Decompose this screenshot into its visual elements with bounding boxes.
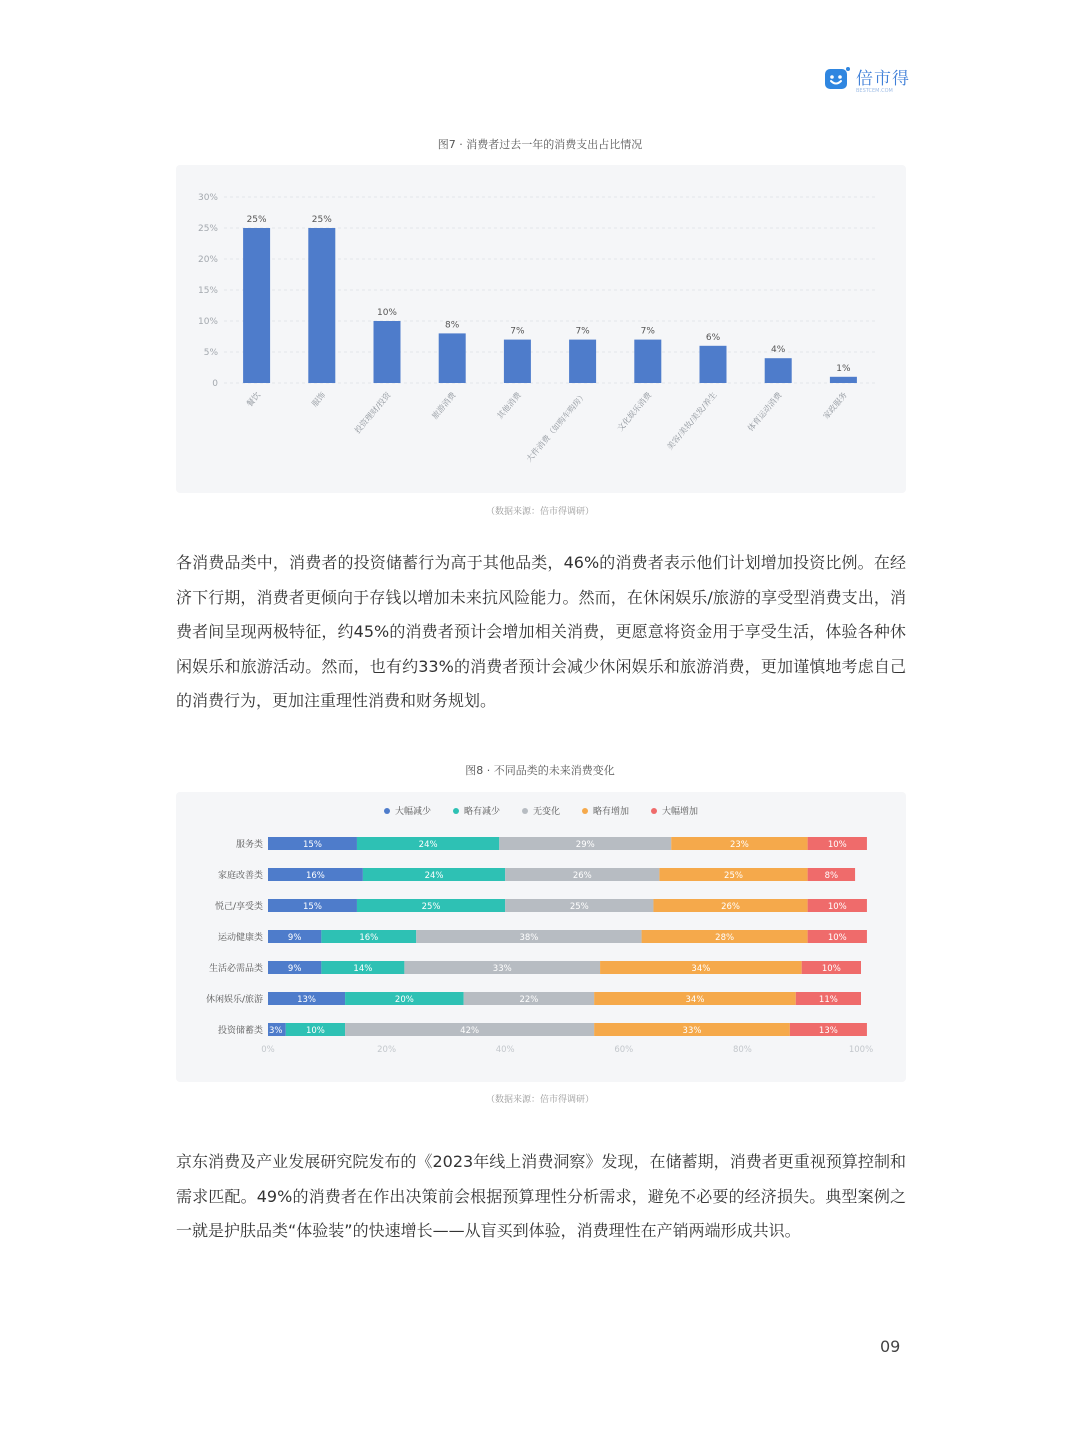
- x-tick-label: 文化娱乐消费: [615, 390, 654, 434]
- figure7-chart-panel: [176, 165, 906, 493]
- segment-data-label: 22%: [519, 995, 539, 1005]
- segment-data-label: 26%: [721, 902, 740, 912]
- y-tick-label: 15%: [197, 286, 218, 296]
- category-label: 运动健康类: [217, 933, 263, 943]
- figure8-chart-panel: [176, 792, 906, 1082]
- x-tick-label: 0%: [261, 1045, 275, 1055]
- legend-label: 无变化: [532, 807, 560, 817]
- segment-data-label: 8%: [824, 871, 839, 881]
- bar: [700, 346, 727, 383]
- figure7-source: （数据来源：倍市得调研）: [485, 507, 594, 517]
- x-tick-label: 20%: [377, 1045, 397, 1055]
- x-tick-label: 体育运动消费: [745, 390, 784, 434]
- x-tick-label: 服饰: [310, 390, 328, 409]
- segment-data-label: 25%: [724, 871, 743, 881]
- y-tick-label: 30%: [197, 193, 218, 203]
- y-tick-label: 10%: [197, 317, 218, 327]
- brand-logo: [824, 66, 910, 92]
- y-tick-label: 5%: [203, 348, 218, 358]
- segment-data-label: 25%: [421, 902, 441, 912]
- segment-data-label: 10%: [305, 1026, 325, 1036]
- segment-data-label: 15%: [303, 840, 322, 850]
- bar-data-label: 7%: [640, 326, 655, 337]
- segment-data-label: 11%: [818, 995, 838, 1005]
- bar-data-label: 6%: [705, 332, 721, 343]
- segment-data-label: 16%: [305, 871, 325, 881]
- bar: [504, 340, 531, 383]
- legend-label: 大幅减少: [394, 807, 431, 817]
- bar: [765, 358, 792, 383]
- y-tick-label: 25%: [197, 224, 218, 234]
- segment-data-label: 3%: [269, 1026, 283, 1036]
- bar: [439, 333, 466, 383]
- y-tick-label: 0: [212, 379, 218, 389]
- segment-data-label: 28%: [715, 933, 735, 943]
- segment-data-label: 9%: [287, 933, 302, 943]
- figure8-title: 图8 · 不同品类的未来消费变化: [465, 764, 615, 777]
- bar-data-label: 25%: [311, 215, 332, 225]
- figure7-title: 图7 · 消费者过去一年的消费支出占比情况: [437, 138, 643, 151]
- segment-data-label: 9%: [287, 964, 302, 974]
- segment-data-label: 24%: [424, 871, 444, 881]
- brand-tagline: BESTCEM.COM: [856, 88, 893, 94]
- category-label: 悦己/享受类: [214, 902, 263, 912]
- bar-data-label: 10%: [376, 308, 398, 318]
- category-label: 休闲娱乐/旅游: [205, 995, 263, 1005]
- x-tick-label: 家政服务: [821, 390, 849, 421]
- legend-label: 大幅增加: [662, 807, 699, 817]
- segment-data-label: 29%: [575, 840, 595, 850]
- x-tick-label: 其他消费: [495, 390, 523, 421]
- bar: [634, 340, 661, 383]
- x-tick-label: 80%: [732, 1045, 752, 1055]
- bar: [569, 340, 596, 383]
- x-tick-label: 投资理财/投资: [353, 390, 393, 436]
- page-number: 09: [880, 1337, 901, 1356]
- legend-label: 略有减少: [463, 807, 500, 817]
- bar-data-label: 8%: [445, 320, 460, 331]
- bar-data-label: 4%: [771, 345, 786, 356]
- segment-data-label: 42%: [460, 1026, 480, 1036]
- bar-data-label: 7%: [510, 326, 525, 337]
- segment-data-label: 34%: [691, 964, 711, 974]
- bar-data-label: 7%: [575, 326, 590, 337]
- bar-chart: [176, 165, 906, 493]
- bar: [243, 228, 270, 383]
- x-tick-label: 40%: [495, 1045, 515, 1055]
- y-tick-label: 20%: [197, 255, 218, 265]
- segment-data-label: 34%: [685, 995, 705, 1005]
- x-tick-label: 美容/美妆/美发/养生: [665, 390, 719, 452]
- category-label: 投资储蓄类: [217, 1026, 263, 1036]
- body-paragraph-1: 各消费品类中，消费者的投资储蓄行为高于其他品类，46%的消费者表示他们计划增加投资比例。在经济下行期，消费者更倾向于存钱以增加未来抗风险能力。然而，在休闲娱乐/旅游的享受型消费支出，消费者间呈现两极特征，约45%的消费者预计会增加相关消费，更愿意将资金用于享受生活，体验各种休闲娱乐和旅游活动。然而，也有约33%的消费者预计会减少休闲娱乐和旅游消费，更加谨慎地考虑自己的消费行为，更加注重理性消费和财务规划。: [176, 553, 906, 710]
- segment-data-label: 26%: [572, 871, 592, 881]
- x-tick-label: 60%: [614, 1045, 634, 1055]
- segment-data-label: 33%: [492, 964, 512, 974]
- segment-data-label: 10%: [827, 933, 847, 943]
- segment-data-label: 25%: [569, 902, 589, 912]
- segment-data-label: 13%: [818, 1026, 838, 1036]
- segment-data-label: 16%: [359, 933, 379, 943]
- bar: [308, 228, 335, 383]
- segment-data-label: 13%: [297, 995, 316, 1005]
- bar: [830, 377, 857, 383]
- segment-data-label: 10%: [827, 902, 847, 912]
- segment-data-label: 14%: [353, 964, 373, 974]
- body-paragraph-2: 京东消费及产业发展研究院发布的《2023年线上消费洞察》发现，在储蓄期，消费者更重视预算控制和需求匹配。49%的消费者在作出决策前会根据预算理性分析需求，避免不必要的经济损失。典型案例之一就是护肤品类“体验装”的快速增长——从盲买到体验，消费理性在产销两端形成共识。: [176, 1152, 906, 1240]
- x-tick-label: 餐饮: [244, 390, 263, 409]
- segment-data-label: 33%: [682, 1026, 702, 1036]
- legend-label: 略有增加: [593, 807, 630, 817]
- segment-data-label: 38%: [519, 933, 539, 943]
- bar: [374, 321, 401, 383]
- segment-data-label: 23%: [729, 840, 749, 850]
- x-tick-label: 大件消费（如购车购房）: [524, 390, 589, 464]
- x-tick-label: 100%: [848, 1045, 874, 1055]
- category-label: 生活必需品类: [208, 964, 263, 974]
- bar-data-label: 25%: [246, 215, 267, 225]
- figure8-source: （数据来源：倍市得调研）: [485, 1095, 594, 1105]
- segment-data-label: 15%: [303, 902, 322, 912]
- category-label: 服务类: [235, 840, 263, 850]
- stacked-bar-chart: [176, 792, 906, 1082]
- segment-data-label: 20%: [394, 995, 414, 1005]
- category-label: 家庭改善类: [217, 871, 263, 881]
- segment-data-label: 10%: [821, 964, 841, 974]
- x-tick-label: 旅游消费: [430, 390, 458, 421]
- brand-name: 倍市得: [856, 68, 910, 89]
- segment-data-label: 10%: [827, 840, 847, 850]
- bar-data-label: 1%: [836, 363, 851, 374]
- segment-data-label: 24%: [418, 840, 438, 850]
- smiley-logo-icon: [824, 66, 850, 92]
